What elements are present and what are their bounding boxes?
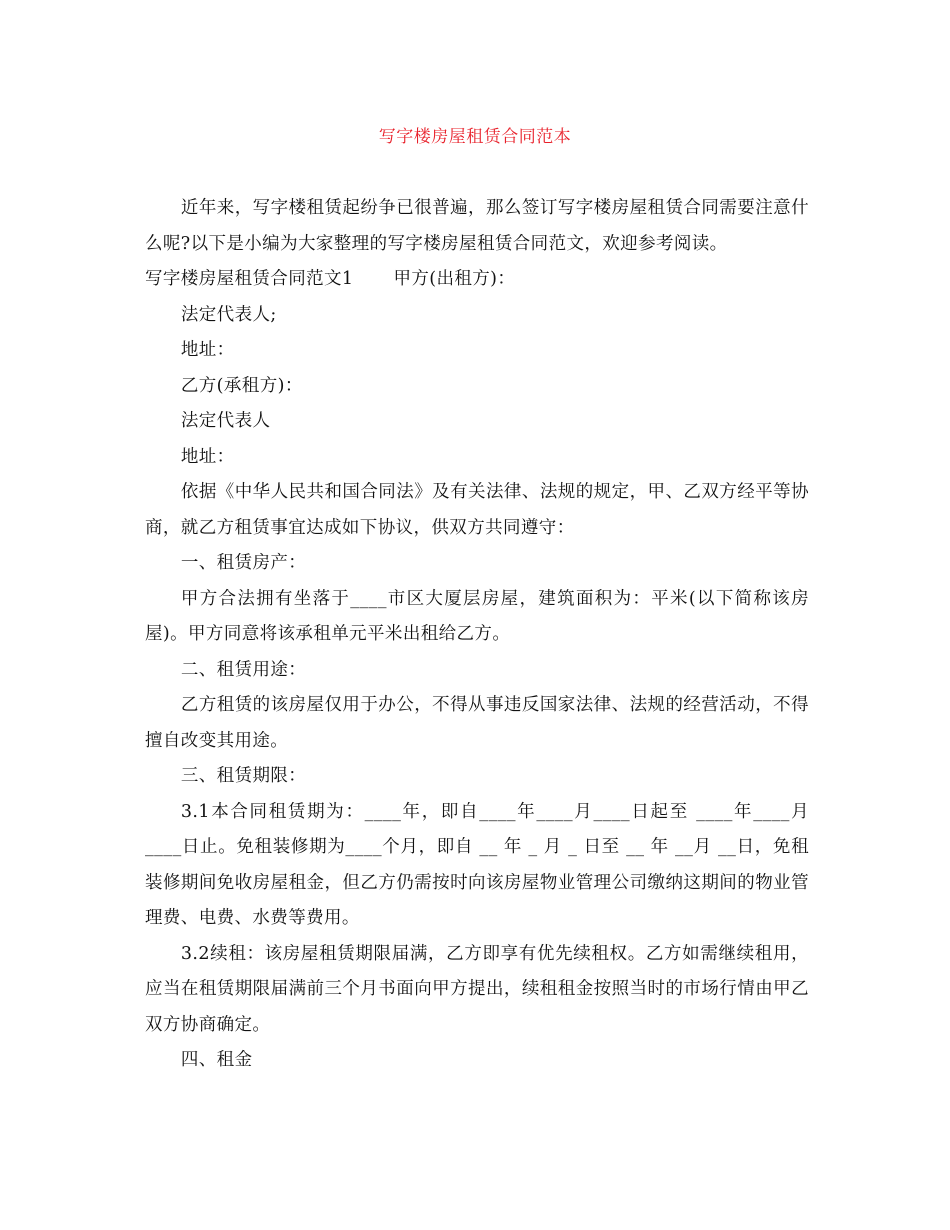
party-a-representative: 法定代表人; [180, 304, 277, 325]
party-a-label: 甲方(出租方)： [393, 269, 516, 289]
section-4-title: 四、租金 [180, 1050, 253, 1070]
sample-heading: 写字楼房屋租赁合同范文1 [145, 269, 354, 289]
party-b-representative: 法定代表人 [180, 411, 271, 431]
party-a-address: 地址： [180, 340, 235, 360]
document-title: 写字楼房屋租赁合同范本 [378, 127, 572, 147]
intro-paragraph: 近年来，写字楼租赁起纷争已很普遍，那么签订写字楼房屋租赁合同需要注意什么呢?以下是小编为大家整理的写字楼房屋租赁合同范文，欢迎参考阅读。 [145, 198, 809, 254]
section-2-title: 二、租赁用途： [180, 659, 307, 680]
section-3-2-body: 3.2续租：该房屋租赁期限届满，乙方即享有优先续租权。乙方如需继续租用，应当在租赁期限届满前三个月书面向甲方提出，续租租金按照当时的市场行情由甲乙双方协商确定。 [145, 943, 809, 1035]
party-b-label: 乙方(承租方)： [180, 375, 303, 396]
section-3-title: 三、租赁期限： [180, 766, 307, 786]
section-2-body: 乙方租赁的该房屋仅用于办公，不得从事违反国家法律、法规的经营活动，不得擅自改变其用途。 [145, 695, 809, 751]
section-1-body: 甲方合法拥有坐落于____市区大厦层房屋，建筑面积为：平米(以下简称该房屋)。甲方同意将该承租单元平米出租给乙方。 [145, 588, 809, 644]
party-b-address: 地址： [180, 446, 235, 467]
sample-heading-line [145, 262, 809, 298]
document-body [145, 191, 809, 1079]
section-3-1-body: 3.1本合同租赁期为：____年，即自____年____月____日起至 ____年____月____日止。免租装修期为____个月，即自 __ 年 _ 月 _ 日至 __ 年 __月 __日，免租装修期间免收房屋租金，但乙方仍需按时向该房屋物业管理公司缴纳这期间的物业管理费、电费、水费等费用。 [145, 801, 809, 928]
section-1-title: 一、租赁房产： [180, 553, 307, 573]
preamble-paragraph: 依据《中华人民共和国合同法》及有关法律、法规的规定，甲、乙双方经平等协商，就乙方租赁事宜达成如下协议，供双方共同遵守： [145, 482, 809, 538]
